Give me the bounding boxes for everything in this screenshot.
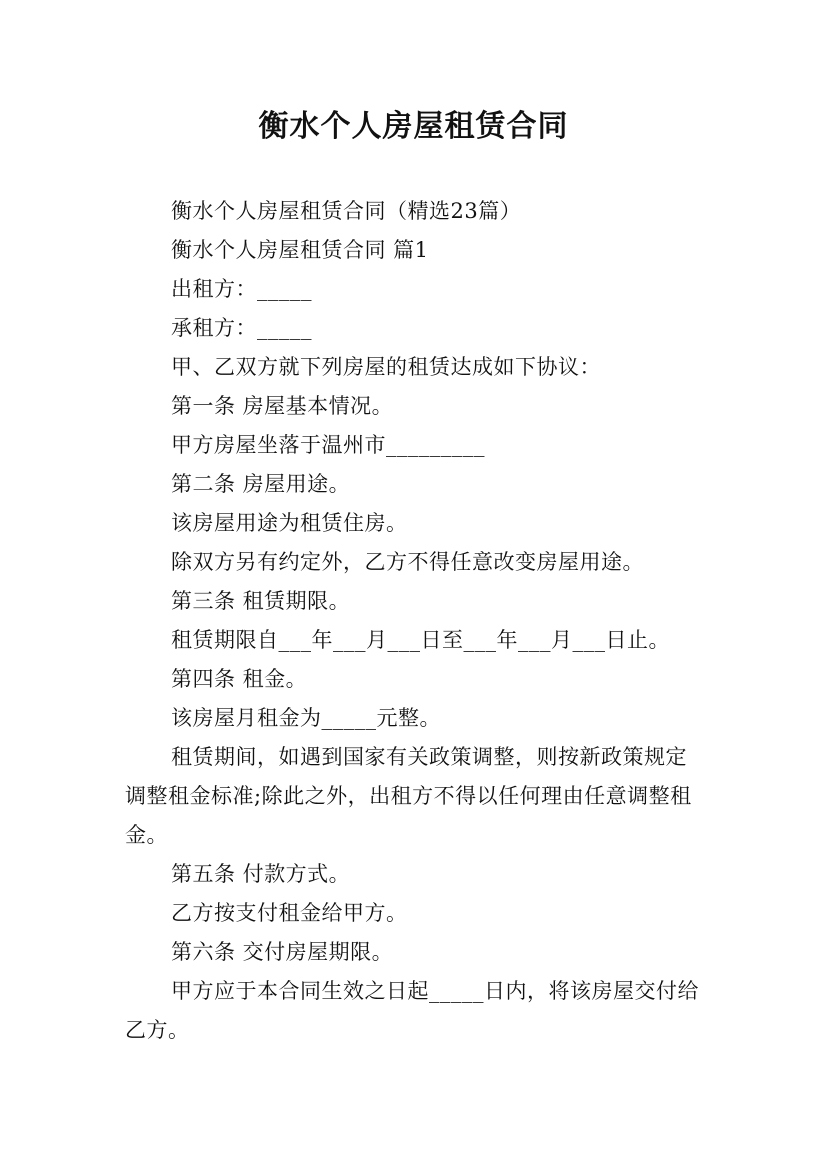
paragraph: 租赁期限自___年___月___日至___年___月___日止。 bbox=[171, 628, 670, 652]
document-title: 衡水个人房屋租赁合同 bbox=[258, 109, 569, 144]
paragraph: 租赁期间，如遇到国家有关政策调整，则按新政策规定调整租金标准;除此之外，出租方不得以任何理由任意调整租金。 bbox=[125, 745, 692, 847]
paragraph: 出租方：_____ bbox=[171, 277, 312, 301]
paragraph: 该房屋月租金为_____元整。 bbox=[171, 706, 441, 730]
paragraph: 第一条 房屋基本情况。 bbox=[171, 394, 394, 418]
paragraph: 甲方房屋坐落于温州市_________ bbox=[171, 433, 485, 457]
paragraph: 衡水个人房屋租赁合同 篇1 bbox=[171, 238, 429, 262]
paragraph: 第三条 租赁期限。 bbox=[171, 589, 351, 613]
paragraph: 除双方另有约定外，乙方不得任意改变房屋用途。 bbox=[171, 550, 644, 574]
paragraph: 第二条 房屋用途。 bbox=[171, 472, 351, 496]
paragraph: 甲方应于本合同生效之日起_____日内，将该房屋交付给乙方。 bbox=[125, 979, 699, 1042]
paragraph: 衡水个人房屋租赁合同（精选23篇） bbox=[171, 199, 522, 223]
paragraph: 第五条 付款方式。 bbox=[171, 862, 351, 886]
paragraph: 该房屋用途为租赁住房。 bbox=[171, 511, 408, 535]
paragraph: 乙方按支付租金给甲方。 bbox=[171, 901, 408, 925]
document-body bbox=[125, 192, 703, 1050]
paragraph: 第四条 租金。 bbox=[171, 667, 308, 691]
paragraph: 甲、乙双方就下列房屋的租赁达成如下协议： bbox=[171, 355, 601, 379]
paragraph: 承租方：_____ bbox=[171, 316, 312, 340]
paragraph: 第六条 交付房屋期限。 bbox=[171, 940, 394, 964]
